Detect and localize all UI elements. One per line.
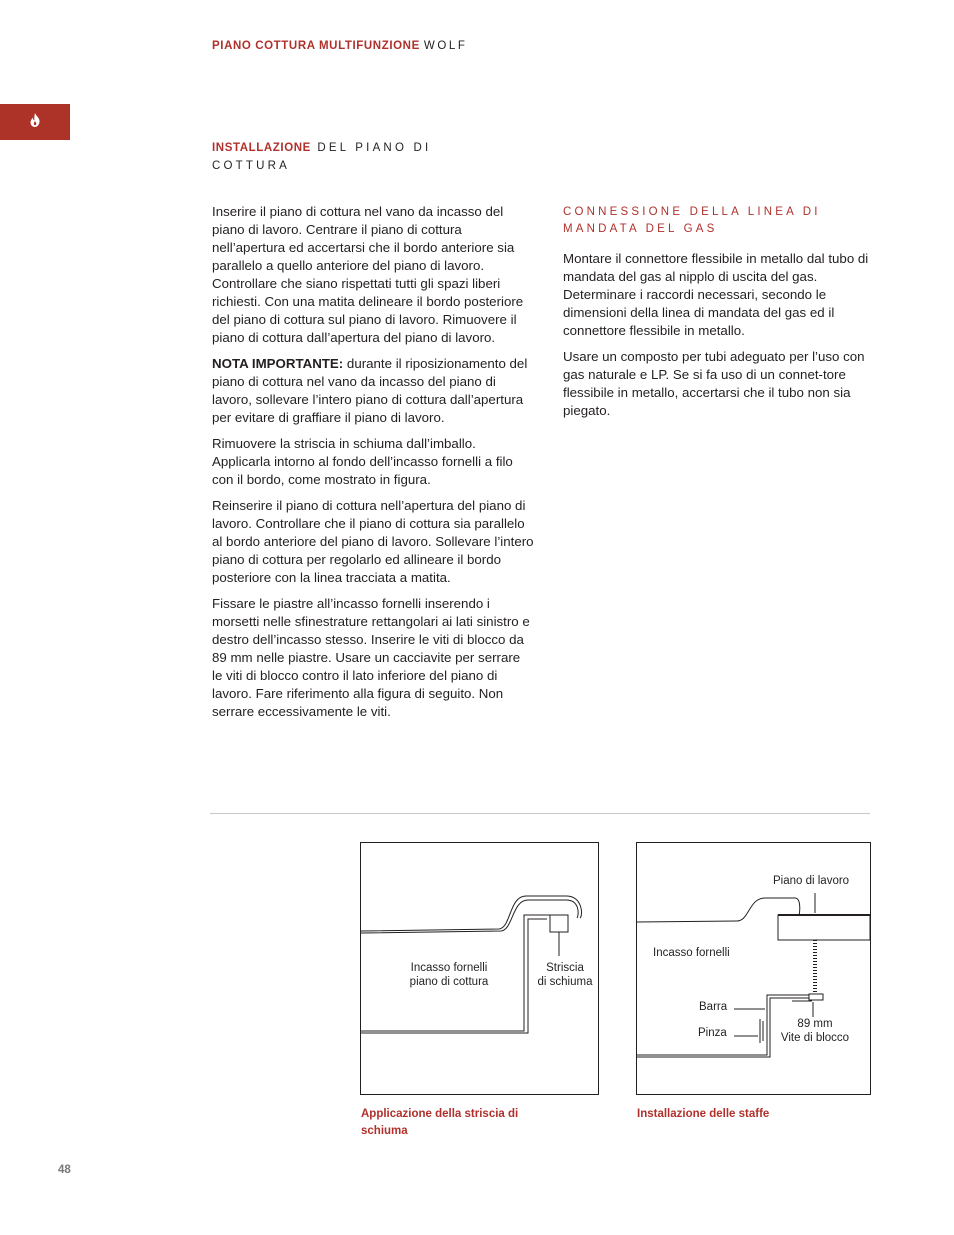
running-header [212, 40, 467, 52]
paragraph-important [212, 355, 534, 427]
section-title-strong: INSTALLAZIONE [212, 142, 311, 154]
paragraph: Montare il connettore flessibile in metallo dal tubo di mandata del gas al nipplo di uscita del gas. Determinare i raccordi necessari, secondo le dimensioni della linea di mandata del gas ed il connettore flessibile in metallo. [563, 251, 869, 338]
section-tab[interactable] [0, 104, 70, 140]
figure-foam-strip [360, 842, 599, 1095]
paragraph: Reinserire il piano di cottura nell’apertura del piano di lavoro. Controllare che il piano di cottura sia parallelo al bordo anteriore del piano di lavoro. Sollevare l’intero piano di cottura per regolarlo ed allineare il bordo posteriore con la linea tracciata a matita. [212, 498, 534, 585]
important-text: durante il riposizionamento del piano di cottura nel vano da incasso del piano di lavoro, sollevare l’intero piano di cottura dall’apertura per evitare di graffiare il piano di lavoro. [212, 356, 528, 425]
paragraph: Inserire il piano di cottura nel vano da incasso del piano di lavoro. Centrare il piano di cottura nell’apertura ed accertarsi che il bordo anteriore sia parallelo a quello anteriore del piano di lavoro. Controllare che siano rispettati tutti gli spazi liberi richiesti. Con una matita delineare il bordo posteriore del piano di cottura sul piano di lavoro. Rimuovere il piano di cottura dall’apertura del piano di lavoro. [212, 204, 524, 345]
label-countertop: Piano di lavoro [773, 875, 850, 887]
divider [210, 813, 870, 814]
label-bar: Barra [699, 1001, 728, 1013]
figure-brackets [636, 842, 871, 1095]
important-label: NOTA IMPORTANTE: [212, 356, 344, 371]
right-column [563, 250, 881, 428]
header-brand: WOLF [423, 40, 468, 52]
paragraph: Rimuovere la striscia in schiuma dall’imballo. Applicarla intorno al fondo dell’incasso fornelli a filo con il bordo, come mostrato in figura. [212, 436, 513, 487]
paragraph: Usare un composto per tubi adeguato per l’uso con gas naturale e LP. Se si fa uso di un connet-tore flessibile in metallo, accertarsi che il tubo non sia piegato. [563, 349, 865, 418]
caption-figure-1: Applicazione della striscia di schiuma [361, 1108, 519, 1137]
page-number: 48 [58, 1164, 71, 1176]
label-clamp: Pinza [698, 1027, 727, 1039]
section-title-rest: DEL PIANO DI COTTURA [212, 142, 432, 172]
label-foam-strip: Striscia di schiuma [537, 962, 593, 988]
caption-figure-2: Installazione delle staffe [637, 1108, 770, 1120]
label-cooktop-box: Incasso fornelli piano di cottura [409, 962, 489, 988]
flame-icon [29, 113, 41, 132]
left-column [212, 203, 534, 729]
label-cooktop-box: Incasso fornelli [653, 947, 730, 959]
label-locking-screw: 89 mm Vite di blocco [780, 1018, 850, 1044]
paragraph: Fissare le piastre all’incasso fornelli inserendo i morsetti nelle sfinestrature rettangolari ai lati sinistro e destro dell’incasso stesso. Inserire le viti di blocco da 89 mm nelle piastre. Usare un cacciavite per serrare le viti di blocco contro il lato inferiore del piano di lavoro. Fare riferimento alla figura di seguito. Non serrare eccessivamente le viti. [212, 596, 530, 719]
subsection-title: CONNESSIONE DELLA LINEA DI MANDATA DEL GAS [563, 206, 821, 235]
section-title [212, 139, 482, 175]
header-title: PIANO COTTURA MULTIFUNZIONE [212, 40, 420, 52]
